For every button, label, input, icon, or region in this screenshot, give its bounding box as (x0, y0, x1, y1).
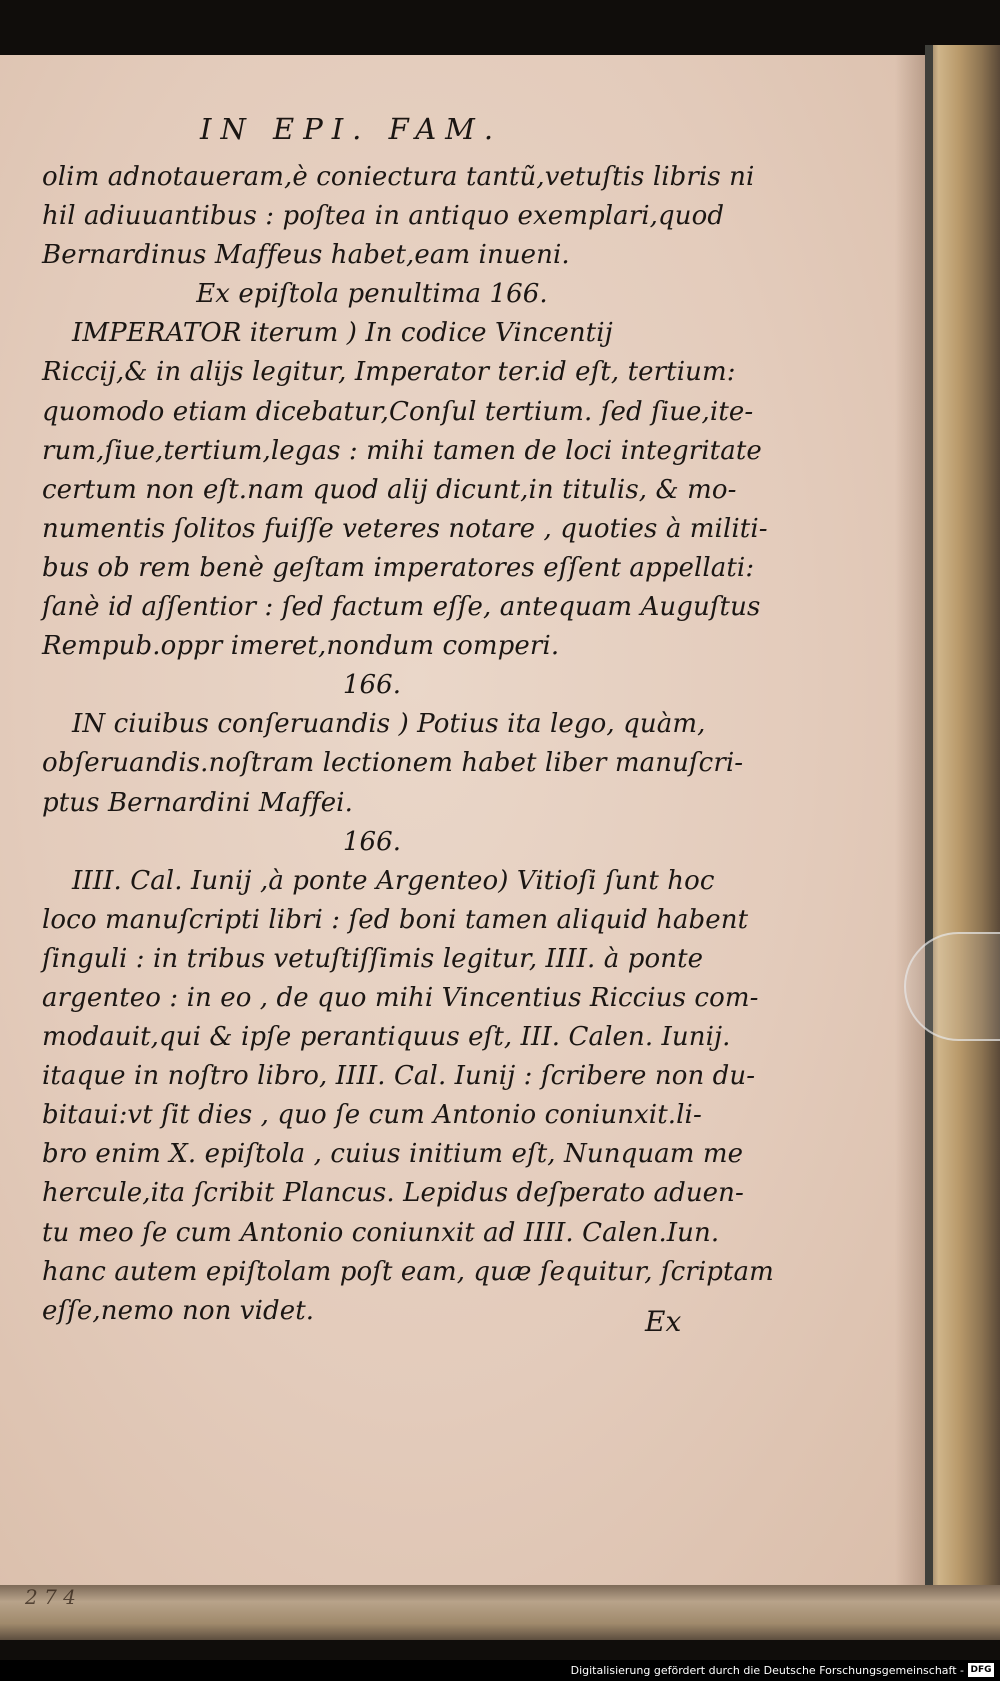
bottom-board (0, 1585, 1000, 1640)
page-shade (895, 55, 925, 1620)
text-line: loco manuſcripti libri : ſed boni tamen aliquid habent (42, 904, 749, 935)
bottom-mark: 2 7 4 (25, 1585, 76, 1609)
text-line: bitaui:vt ſit dies , quo ſe cum Antonio coniunxit.li- (42, 1100, 702, 1131)
text-line: olim adnotaueram,è coniectura tantũ,vetuſtis libris ni (42, 162, 755, 192)
text-line: hercule,ita ſcribit Plancus. Lepidus deſperato aduen- (42, 1178, 744, 1209)
section-heading: Ex epiſtola penultima 166. (196, 279, 548, 310)
text-line: numentis ſolitos fuiſſe veteres notare , quoties à militi- (42, 513, 768, 544)
text-line: Riccij,& in alijs legitur, Imperator ter.id eſt, tertium: (42, 357, 736, 388)
text-line: rum,ſiue,tertium,legas : mihi tamen de loci integritate (42, 435, 762, 466)
dfg-logo: DFG (968, 1663, 994, 1677)
text-line: IMPERATOR iterum ) In codice Vincentij (72, 318, 613, 349)
text-line: bus ob rem benè geſtam imperatores eſſent appellati: (42, 552, 755, 583)
text-line: quomodo etiam dicebatur,Conſul tertium. ſed ſiue,ite- (42, 396, 754, 427)
page-text (42, 158, 774, 1331)
section-heading: 166. (342, 670, 402, 701)
text-line: tu meo ſe cum Antonio coniunxit ad IIII. Calen.Iun. (42, 1217, 720, 1248)
text-line: argenteo : in eo , de quo mihi Vincentius Riccius com- (42, 982, 759, 1013)
book-binding (925, 45, 1000, 1635)
text-line: hil adiuuantibus : poſtea in antiquo exemplari,quod (42, 201, 725, 232)
text-line: IIII. Cal. Iunij ,à ponte Argenteo) Vitioſi ſunt hoc (72, 865, 715, 896)
text-line: itaque in noſtro libro, IIII. Cal. Iunij : ſcribere non du- (42, 1061, 756, 1092)
text-line: bro enim X. epiſtola , cuius initium eſt, Nunquam me (42, 1139, 744, 1170)
text-line: ptus Bernardini Maffei. (42, 787, 353, 818)
text-line: IN ciuibus conſeruandis ) Potius ita lego, quàm, (72, 709, 706, 740)
text-line: ſinguli : in tribus vetuſtiſſimis legitur, IIII. à ponte (42, 943, 704, 974)
text-line: eſſe,nemo non videt. (42, 1295, 315, 1326)
section-heading: 166. (342, 826, 402, 857)
running-header: IN EPI. FAM. (200, 112, 503, 146)
text-line: hanc autem epiſtolam poſt eam, quæ ſequitur, ſcriptam (42, 1256, 774, 1287)
funding-credit: Digitalisierung gefördert durch die Deutsche Forschungsgemeinschaft - (570, 1664, 964, 1677)
board-edge (925, 45, 933, 1635)
text-line: certum non eſt.nam quod alij dicunt,in titulis, & mo- (42, 474, 737, 505)
text-line: Bernardinus Maffeus habet,eam inueni. (42, 240, 570, 271)
catchword: Ex (645, 1305, 682, 1338)
text-line: modauit,qui & ipſe perantiquus eſt, III. Calen. Iunij. (42, 1022, 731, 1053)
footer-bar (0, 1660, 1000, 1681)
text-line: Rempub.oppr imeret,nondum comperi. (42, 631, 560, 662)
text-line: ſanè id aſſentior : ſed factum eſſe, antequam Auguſtus (42, 592, 761, 623)
text-line: obſeruandis.noſtram lectionem habet liber manuſcri- (42, 748, 744, 779)
